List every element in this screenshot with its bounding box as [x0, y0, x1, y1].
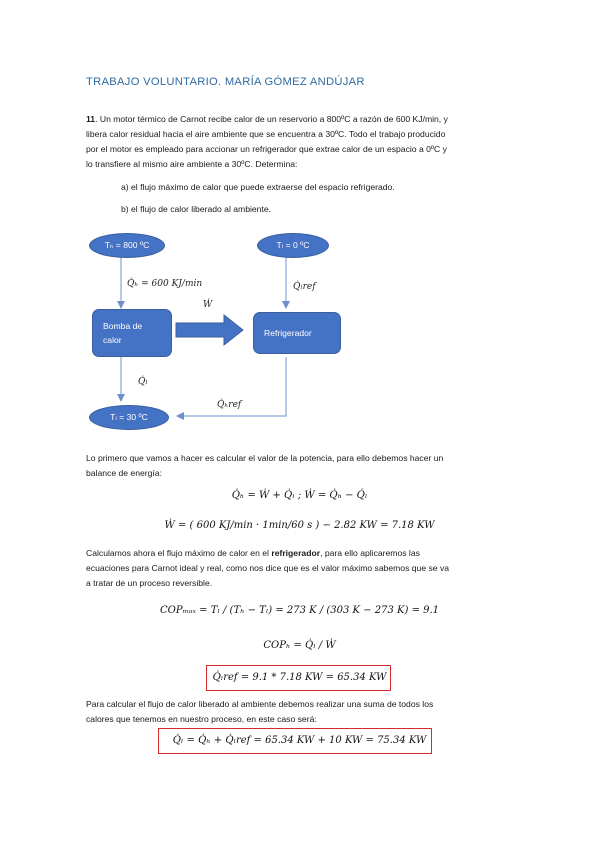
refrigerator-box: Refrigerador: [253, 312, 341, 354]
problem-line-4: lo transfiere al mismo aire ambiente a 30ºC. Determina:: [86, 159, 298, 169]
paragraph-refrigerator-line-1a: Calculamos ahora el flujo máximo de calor en el: [86, 548, 272, 558]
problem-line-1: . Un motor térmico de Carnot recibe calor de un reservorio a 800ºC a razón de 600 KJ/min, y: [95, 114, 448, 124]
question-a: a) el flujo máximo de calor que puede extraerse del espacio refrigerado.: [121, 182, 395, 192]
ambient-reservoir: Tₗ = 30 ºC: [89, 405, 169, 430]
paragraph-power: [86, 451, 516, 481]
paragraph-refrigerator-bold: refrigerador: [271, 548, 321, 558]
label-ql: Q̇ₗ: [138, 377, 148, 387]
equation-power: Ẇ = ( 600 KJ/min · 1min/60 s ) − 2.82 KW = 7.18 KW: [164, 520, 435, 531]
paragraph-refrigerator: [86, 546, 516, 591]
problem-number: 11: [86, 114, 96, 124]
label-qhref: Q̇ₕref: [217, 400, 242, 410]
heat-pump-label-2: calor: [103, 335, 122, 345]
paragraph-ambient: [86, 697, 516, 727]
paragraph-power-line-1: Lo primero que vamos a hacer es calcular el valor de la potencia, para ello debemos hacer un: [86, 453, 444, 463]
problem-line-3: por el motor es empleado para accionar un refrigerador que extrae calor de un espacio a 0ºC y: [86, 144, 447, 154]
heat-pump-label-1: Bomba de: [103, 321, 143, 331]
document-title: TRABAJO VOLUNTARIO. MARÍA GÓMEZ ANDÚJAR: [86, 76, 365, 88]
paragraph-ambient-line-2: calores que tenemos en nuestro proceso, en este caso será:: [86, 714, 317, 724]
equation-ql-result: Q̇ₗ = Q̇ₕ + Q̇ₗref = 65.34 KW + 10 KW = 75.34 KW: [172, 735, 427, 746]
label-qh: Q̇ₕ = 600 KJ/min: [127, 279, 203, 289]
label-qlref: Q̇ₗref: [293, 282, 316, 292]
paragraph-refrigerator-line-2: ecuaciones para Carnot ideal y real, como nos dice que es el valor máximo sabemos que se va: [86, 563, 450, 573]
question-b: b) el flujo de calor liberado al ambiente.: [121, 204, 272, 214]
paragraph-refrigerator-line-3: a tratar de un proceso reversible.: [86, 578, 213, 588]
equation-energy-balance: Q̇ₕ = Ẇ + Q̇ₗ ; Ẇ = Q̇ₕ − Q̇ₗ: [231, 490, 368, 501]
paragraph-refrigerator-line-1b: , para ello aplicaremos las: [320, 548, 420, 558]
equation-cop-max: COPₘₐₓ = Tₗ / (Tₕ − Tₗ) = 273 K / (303 K − 273 K) = 9.1: [159, 605, 440, 616]
equation-qlref-result: Q̇ₗref = 9.1 * 7.18 KW = 65.34 KW: [212, 672, 387, 683]
cold-reservoir: Tₗ = 0 ºC: [257, 233, 329, 258]
label-w: Ẇ: [203, 300, 213, 310]
problem-line-2: libera calor residual hacia el aire ambiente que se encuentra a 30ºC. Todo el trabajo producido: [86, 129, 446, 139]
paragraph-power-line-2: balance de energía:: [86, 468, 162, 478]
work-arrow: [176, 315, 243, 345]
heat-pump-box: [92, 309, 172, 357]
paragraph-ambient-line-1: Para calcular el flujo de calor liberado al ambiente debemos realizar una suma de todos los: [86, 699, 434, 709]
equation-cop-r: COPₕ = Q̇ₗ / Ẇ: [263, 640, 336, 651]
hot-reservoir: Tₕ = 800 ºC: [89, 233, 165, 258]
